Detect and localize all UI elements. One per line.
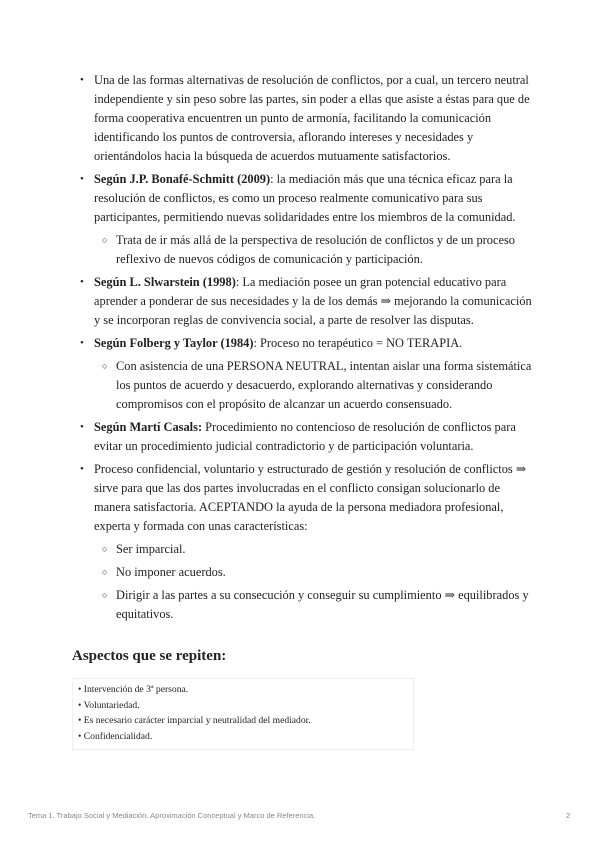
content-list [0,71,600,628]
bold-author: Según Martí Casals: [94,420,203,434]
summary-item: • Intervención de 3ª persona. [78,684,189,695]
summary-box [72,678,414,750]
text-line [94,418,600,437]
bullet-icon: • [80,173,84,185]
bullet-item [0,170,600,227]
text-line [116,605,600,624]
line-text: participantes, permitiendo nuevas solidaridades entre los miembros de la comunidad. [94,210,516,224]
text-line [94,311,600,330]
circle-bullet-icon: ○ [102,590,108,600]
line-text: compromisos con el propósito de alcanzar un acuerdo consensuado. [116,397,453,411]
line-text: y se incorporan reglas de convivencia social, a parte de resolver las disputas. [94,313,474,327]
bold-author: Según Folberg y Taylor (1984) [94,336,254,350]
bullet-icon: • [80,421,84,433]
summary-item: • Voluntariedad. [78,699,140,711]
line-text: Proceso confidencial, voluntario y estructurado de gestión y resolución de conflictos ⇒ [94,462,527,476]
line-text: forma cooperativa encuentren un punto de armonía, facilitando la comunicación [94,111,492,125]
line-text: Dirigir a las partes a su consecución y conseguir su cumplimiento ⇒ equilibrados y [116,588,529,602]
bullet-icon: • [80,74,84,86]
text-line [94,71,600,90]
text-line [94,273,600,292]
bullet-item [0,460,600,536]
line-text: independiente y sin peso sobre las partes, sin poder a ellas que asiste a éstas para que de [94,92,530,106]
text-line [116,563,600,582]
line-text: Ser imparcial. [116,542,186,556]
line-text: : la mediación más que una técnica eficaz para la [270,172,513,186]
text-line [94,517,600,536]
line-text: reflexivo de nuevos códigos de comunicación y participación. [116,252,423,266]
text-line [94,292,600,311]
text-line [94,334,600,353]
summary-item: • Confidencialidad. [78,730,153,742]
bullet-icon: • [80,463,84,475]
section-heading: Aspectos que se repiten: [72,648,227,664]
bullet-item [0,334,600,353]
line-text: identificando los puntos de controversia, aflorando intereses y necesidades y [94,130,474,144]
summary-item: • Es necesario carácter imparcial y neutralidad del mediador. [78,715,311,726]
line-text: No imponer acuerdos. [116,565,226,579]
page-number: 2 [566,811,571,820]
circle-bullet-icon: ○ [102,544,108,554]
text-line [94,90,600,109]
text-line [116,586,600,605]
text-line [94,170,600,189]
line-text: Con asistencia de una PERSONA NEUTRAL, intentan aislar una forma sistemática [116,359,532,373]
text-line [94,128,600,147]
line-text: orientándolos hacia la búsqueda de acuerdos mutuamente satisfactorios. [94,149,451,163]
circle-bullet-icon: ○ [102,567,108,577]
bold-author: Según J.P. Bonafé-Schmitt (2009) [94,172,271,186]
line-text: Una de las formas alternativas de resolución de conflictos, por a cual, un tercero neutral [94,73,529,87]
text-line [116,250,600,269]
circle-bullet-icon: ○ [102,361,108,371]
text-line [116,376,600,395]
line-text: experta y formada con unas características: [94,519,308,533]
bullet-item [0,418,600,456]
line-text: manera satisfactoria. ACEPTANDO la ayuda de la persona mediadora profesional, [94,500,504,514]
text-line [116,231,600,250]
bold-author: Según L. Slwarstein (1998) [94,275,236,289]
bullet-icon: • [80,276,84,288]
line-text: evitar un procedimiento judicial contradictorio y de participación voluntaria. [94,439,474,453]
text-line [94,109,600,128]
line-text: : Proceso no terapéutico = NO TERAPIA. [253,336,463,350]
text-line [116,395,600,414]
bullet-item [0,71,600,166]
text-line [94,147,600,166]
text-line [94,189,600,208]
text-line [94,437,600,456]
line-text: Trata de ir más allá de la perspectiva de resolución de conflictos y de un proceso [116,233,516,247]
sub-bullet-item [0,357,600,414]
sub-bullet-item [0,231,600,269]
bullet-icon: • [80,337,84,349]
circle-bullet-icon: ○ [102,235,108,245]
sub-bullet-item [0,540,600,559]
page-footer: Tema 1. Trabajo Social y Mediación. Aproximación Conceptual y Marco de Referencia. [28,811,316,820]
line-text: aprender a ponderar de sus necesidades y la de los demás ⇒ mejorando la comunicación [94,294,532,308]
text-line [116,540,600,559]
text-line [116,357,600,376]
line-text: equitativos. [116,607,174,621]
line-text: los puntos de acuerdo y desacuerdo, explorando alternativas y considerando [116,378,493,392]
sub-bullet-item [0,563,600,582]
text-line [94,460,600,479]
line-text: resolución de conflictos, es como un proceso realmente comunicativo para sus [94,191,483,205]
line-text: : La mediación posee un gran potencial educativo para [235,275,507,289]
bullet-item [0,273,600,330]
text-line [94,498,600,517]
text-line [94,479,600,498]
line-text: sirve para que las dos partes involucradas en el conflicto consigan solucionarlo de [94,481,501,495]
sub-bullet-item [0,586,600,624]
line-text: Procedimiento no contencioso de resolución de conflictos para [202,420,516,434]
text-line [94,208,600,227]
